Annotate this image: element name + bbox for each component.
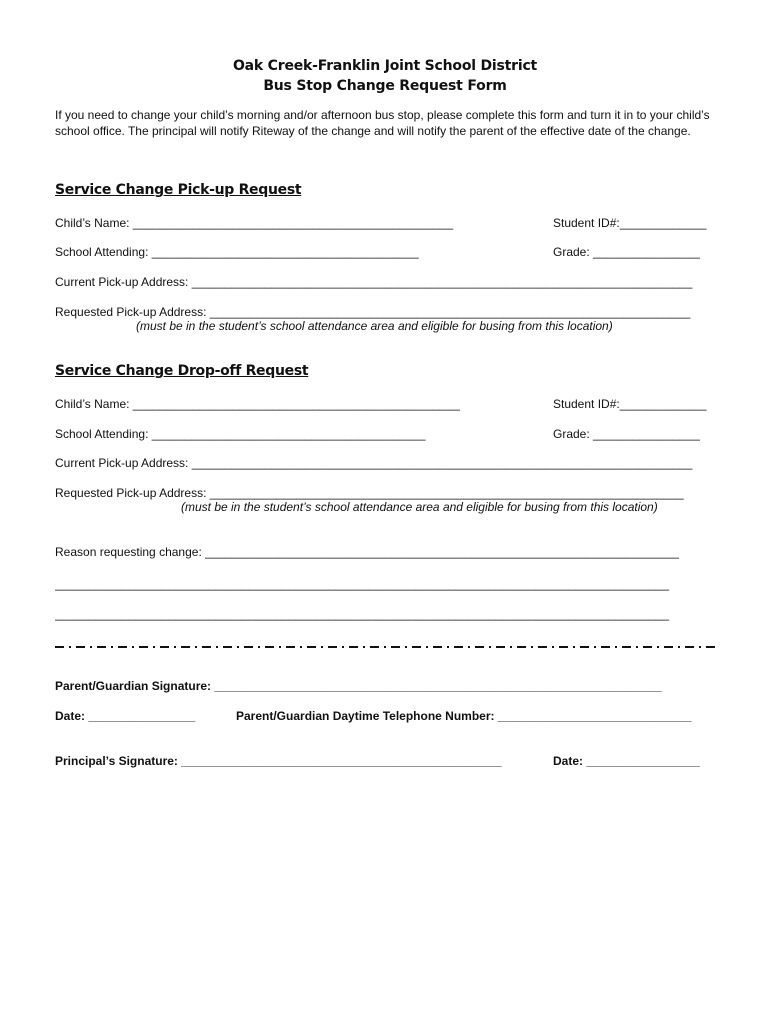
pickup-school-field[interactable]: School Attending: ________________________________________ <box>55 245 419 259</box>
pickup-row-current <box>55 274 715 290</box>
reason-line-2[interactable]: ____________________________________________________________________________________________ <box>55 607 669 621</box>
date-phone-row <box>55 708 715 724</box>
dropoff-address-note: (must be in the student’s school attendance area and eligible for busing from this location) <box>181 500 658 514</box>
principal-row <box>55 753 715 769</box>
form-title: Bus Stop Change Request Form <box>263 78 507 94</box>
dropoff-section-heading: Service Change Drop-off Request <box>55 363 309 379</box>
pickup-grade-field[interactable]: Grade: ________________ <box>553 245 700 259</box>
district-title: Oak Creek-Franklin Joint School District <box>232 58 538 74</box>
cut-line-divider <box>55 643 715 651</box>
dropoff-student-id-field[interactable]: Student ID#:_____________ <box>553 397 707 411</box>
dropoff-requested-address-field[interactable]: Requested Pick-up Address: _______________________________________________________________________ <box>55 486 684 500</box>
dropoff-child-name-field[interactable]: Child’s Name: _________________________________________________ <box>55 397 460 411</box>
reason-line-2-row <box>55 606 715 622</box>
pickup-child-name-field[interactable]: Child’s Name: ________________________________________________ <box>55 216 454 230</box>
pickup-section-heading: Service Change Pick-up Request <box>55 182 302 198</box>
form-header <box>55 56 715 96</box>
pickup-row-requested <box>55 304 715 320</box>
reason-field[interactable]: Reason requesting change: _______________________________________________________________________ <box>55 545 679 559</box>
dropoff-row-requested <box>55 485 715 501</box>
reason-row <box>55 544 715 560</box>
pickup-requested-address-field[interactable]: Requested Pick-up Address: ________________________________________________________________________ <box>55 305 691 319</box>
parent-phone-field[interactable]: Parent/Guardian Daytime Telephone Number: _____________________________ <box>236 709 692 723</box>
pickup-address-note: (must be in the student’s school attendance area and eligible for busing from this location) <box>136 319 613 333</box>
principal-date-field[interactable]: Date: _________________ <box>553 754 700 768</box>
dropoff-grade-field[interactable]: Grade: ________________ <box>553 427 700 441</box>
parent-signature-row <box>55 678 715 694</box>
principal-signature-field[interactable]: Principal’s Signature: ________________________________________________ <box>55 754 502 768</box>
dropoff-row-current <box>55 455 715 471</box>
dropoff-school-field[interactable]: School Attending: _________________________________________ <box>55 427 426 441</box>
reason-line-1[interactable]: ____________________________________________________________________________________________ <box>55 577 669 591</box>
intro-paragraph: If you need to change your child’s morning and/or afternoon bus stop, please complete this form and turn it in to your child’s school office. The principal will notify Riteway of the change and will notify the parent of the effective date of the change. <box>55 108 710 138</box>
pickup-row-child <box>55 215 715 231</box>
dropoff-row-school <box>55 426 715 442</box>
pickup-row-school <box>55 244 715 260</box>
dropoff-current-address-field[interactable]: Current Pick-up Address: ___________________________________________________________________________ <box>55 456 693 470</box>
reason-line-1-row <box>55 576 715 592</box>
parent-signature-field[interactable]: Parent/Guardian Signature: ___________________________________________________________________ <box>55 679 662 693</box>
pickup-current-address-field[interactable]: Current Pick-up Address: ___________________________________________________________________________ <box>55 275 693 289</box>
parent-date-field[interactable]: Date: ________________ <box>55 709 196 723</box>
dropoff-row-child <box>55 396 715 412</box>
pickup-student-id-field[interactable]: Student ID#:_____________ <box>553 216 707 230</box>
